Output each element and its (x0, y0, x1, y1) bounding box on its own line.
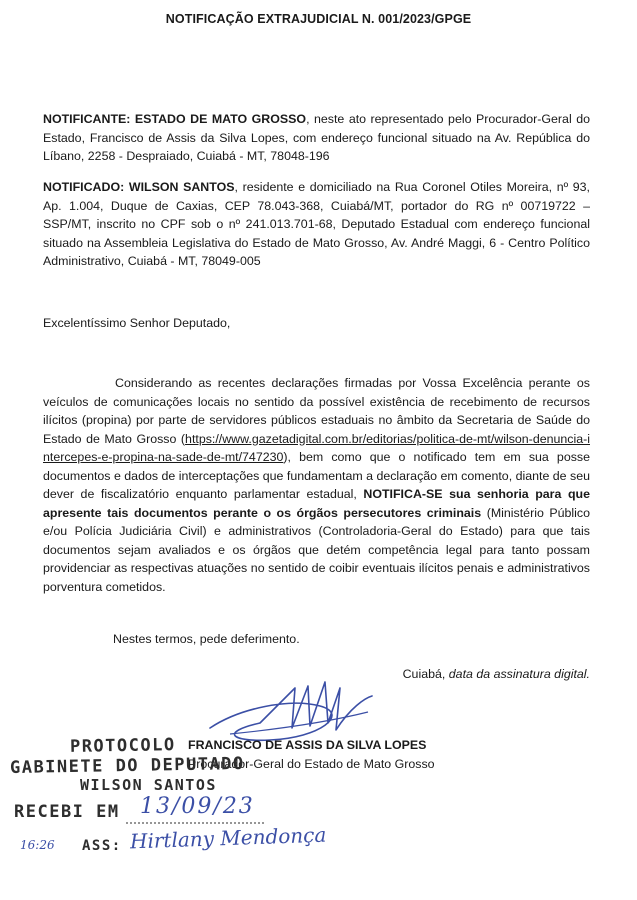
stamp-line-gabinete: GABINETE DO DEPUTADO (9, 753, 245, 779)
body-paragraph (43, 374, 590, 596)
notificante-paragraph (43, 110, 590, 166)
date-note: data da assinatura digital. (448, 667, 590, 681)
notificante-text: , neste ato representado pelo Procurador-Geral do Estado, Francisco de Assis da Silva Lopes, com endereço funcional situado na Av. República do Líbano, 2258 - Despraiado, Cuiabá - MT, 78048-196 (43, 112, 590, 163)
handwritten-time: 16:26 (20, 838, 55, 852)
closing-terms: Nestes termos, pede deferimento. (113, 632, 300, 646)
signatory-name: FRANCISCO DE ASSIS DA SILVA LOPES (188, 738, 427, 752)
notificado-label: NOTIFICADO: WILSON SANTOS (43, 180, 235, 194)
stamp-line-ass: ASS: (82, 838, 122, 854)
notificante-label: NOTIFICANTE: ESTADO DE MATO GROSSO (43, 112, 307, 126)
stamp-line-protocolo: PROTOCOLO (69, 735, 176, 757)
notificado-text: , residente e domiciliado na Rua Coronel Otiles Moreira, nº 93, Ap. 1.004, Duque de Caxias, CEP 78.043-368, Cuiabá/MT, portador do RG nº 00719722 – SSP/MT, inscrito no CPF sob o nº 241.013.701-68, Deputado Estadual com endereço funcional situado na Assembleia Legislativa do Estado de Mato Grosso, Av. André Maggi, 6 - Centro Político Administrativo, Cuiabá - MT, 78049-005 (43, 180, 590, 268)
salutation: Excelentíssimo Senhor Deputado, (43, 316, 231, 330)
body-text-2: ), bem como que o notificado tem em sua posse documentos e dados de interceptações que fundamentam a declaração em comento, diante de seu dever de fiscalizatório enquanto parlamentar estadual, (43, 450, 590, 501)
stamp-line-deputado: WILSON SANTOS (80, 776, 217, 794)
notificado-paragraph (43, 178, 590, 271)
body-bold-notice: NOTIFICA-SE sua senhoria para que apresente tais documentos perante o os órgãos persecutores criminais (43, 487, 590, 520)
place: Cuiabá, (402, 667, 446, 681)
news-link[interactable]: https://www.gazetadigital.com.br/editorias/politica-de-mt/wilson-denuncia-intercepes-e-propina-na-sade-de-mt/747230 (43, 431, 590, 464)
handwritten-receiver-signature: Hirtlany Mendonça (129, 822, 327, 854)
handwritten-date: 13/09/23 (140, 794, 255, 819)
body-text-3: (Ministério Público e/ou Polícia Judiciária Civil) e administrativos (Controladoria-Geral do Estado) para que tais documentos sejam avaliados e os órgãos que detém competência legal para tanto possam providenciar as respectivas atuações no sentido de coibir eventuais ilícitos penais e administrativos porventura cometidos. (43, 505, 591, 594)
signatory-role: Procurador-Geral do Estado de Mato Grosso (188, 756, 435, 771)
stamp-line-recebi: RECEBI EM (14, 802, 120, 822)
place-date (403, 667, 590, 681)
body-text-1: Considerando as recentes declarações firmadas por Vossa Excelência perante os veículos de comunicações locais no sentido da possível existência de recebimento de recursos ilícitos (propina) por parte de servidores públicos estaduais no âmbito da Secretaria de Saúde do Estado de Mato Grosso ( (43, 376, 590, 446)
document-title: NOTIFICAÇÃO EXTRAJUDICIAL N. 001/2023/GPGE (165, 12, 472, 26)
